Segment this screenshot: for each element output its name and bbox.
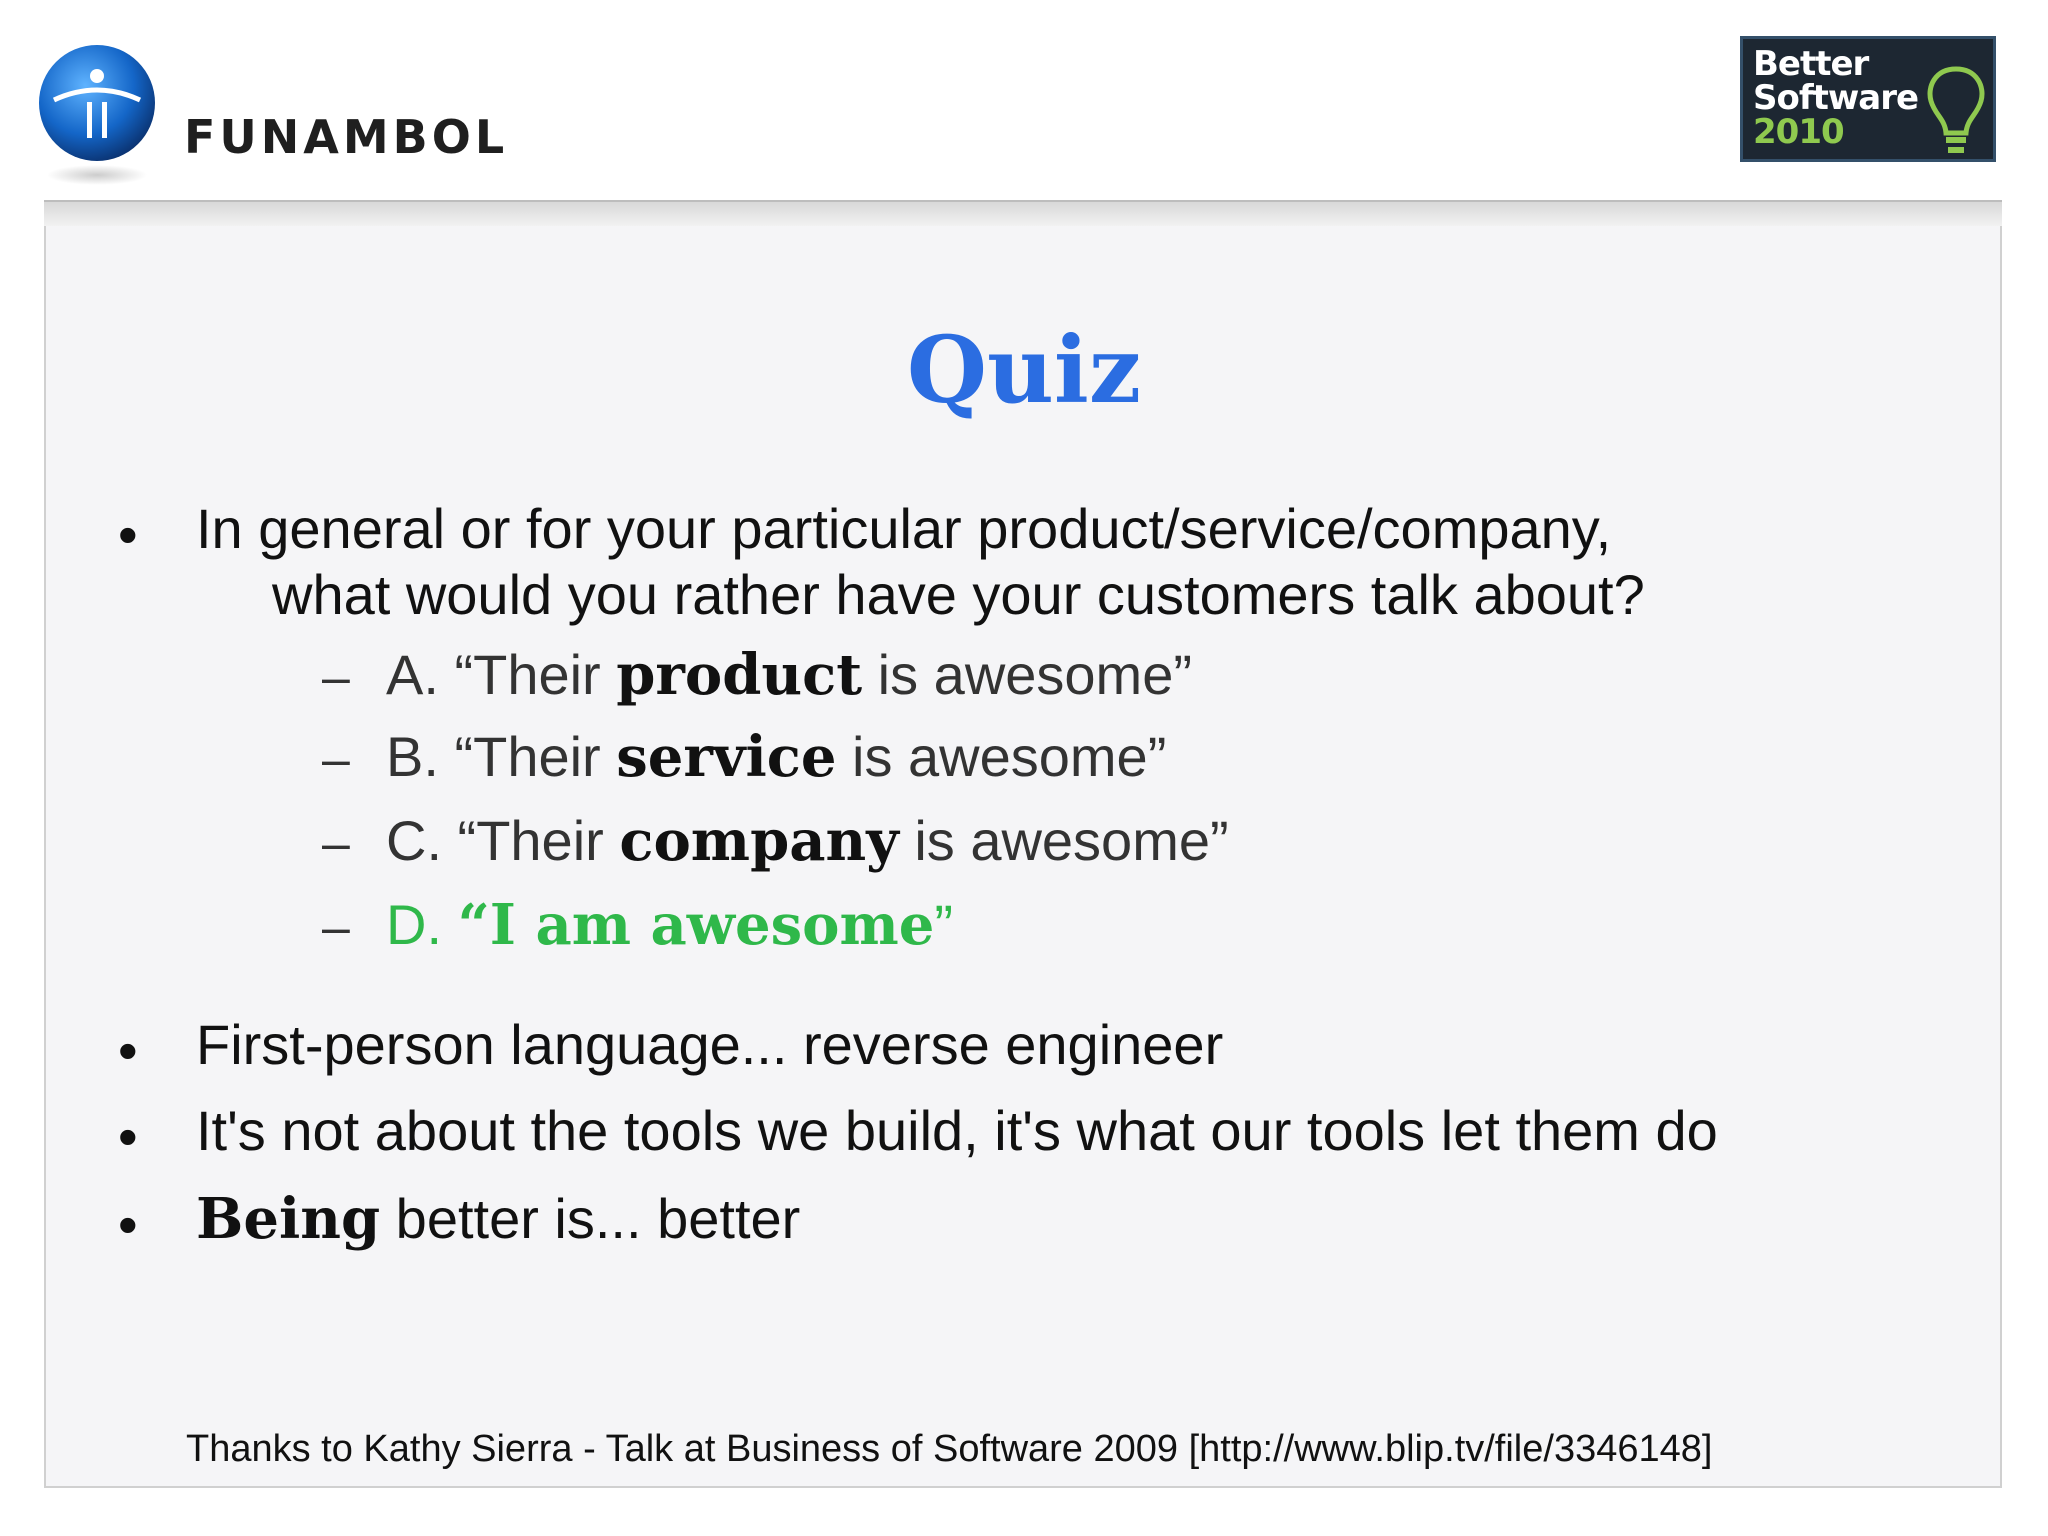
slide-header	[0, 0, 2048, 200]
option-a-keyword: product	[616, 642, 863, 708]
bullet-tools: It's not about the tools we build, it's what our tools let them do	[196, 1099, 1718, 1162]
option-c	[386, 808, 1229, 874]
slide-top-bar	[44, 200, 2002, 228]
option-c-suffix: is awesome”	[898, 809, 1229, 872]
funambol-globe-icon	[34, 40, 160, 190]
slide-footer-credit: Thanks to Kathy Sierra - Talk at Business of Software 2009 [http://www.blip.tv/file/3346148]	[186, 1428, 1713, 1470]
funambol-logo	[34, 40, 634, 190]
option-a-dash: –	[322, 649, 350, 705]
option-a-suffix: is awesome”	[862, 643, 1192, 706]
option-d-prefix: D.	[386, 893, 458, 956]
bullet-first-person: First-person language... reverse engineer	[196, 1013, 1224, 1076]
option-a-prefix: A. “Their	[386, 643, 617, 706]
bullet-marker: •	[118, 503, 138, 566]
being-keyword: Being	[196, 1186, 381, 1252]
question-line-2: what would you rather have your customers talk about?	[272, 563, 1645, 626]
bullet-marker: •	[118, 1105, 138, 1168]
option-b	[386, 724, 1166, 790]
option-d-dash: –	[322, 899, 350, 955]
badge-line-2: Software	[1753, 78, 1919, 118]
option-a	[386, 642, 1192, 708]
option-b-dash: –	[322, 731, 350, 787]
option-d-suffix: ”	[934, 893, 954, 956]
option-b-keyword: service	[616, 724, 837, 790]
option-c-keyword: company	[619, 808, 899, 874]
bullet-marker: •	[118, 1019, 138, 1082]
question-line-1: In general or for your particular product/service/company,	[196, 497, 1612, 560]
being-better-rest: better is... better	[380, 1187, 801, 1250]
badge-line-3: 2010	[1753, 112, 1844, 152]
badge-line-1: Better	[1753, 44, 1869, 84]
lightbulb-icon	[1921, 63, 1991, 162]
option-d-answer	[386, 892, 953, 958]
bullet-marker: •	[118, 1193, 138, 1256]
option-b-prefix: B. “Their	[386, 725, 617, 788]
better-software-2010-badge	[1740, 36, 1996, 162]
option-c-prefix: C. “Their	[386, 809, 620, 872]
option-d-keyword: “I am awesome	[457, 892, 935, 958]
funambol-logo-text: FUNAMBOL	[184, 110, 509, 164]
option-b-suffix: is awesome”	[836, 725, 1167, 788]
slide-title: Quiz	[906, 316, 1142, 424]
bullet-being-better	[196, 1186, 800, 1252]
option-c-dash: –	[322, 815, 350, 871]
